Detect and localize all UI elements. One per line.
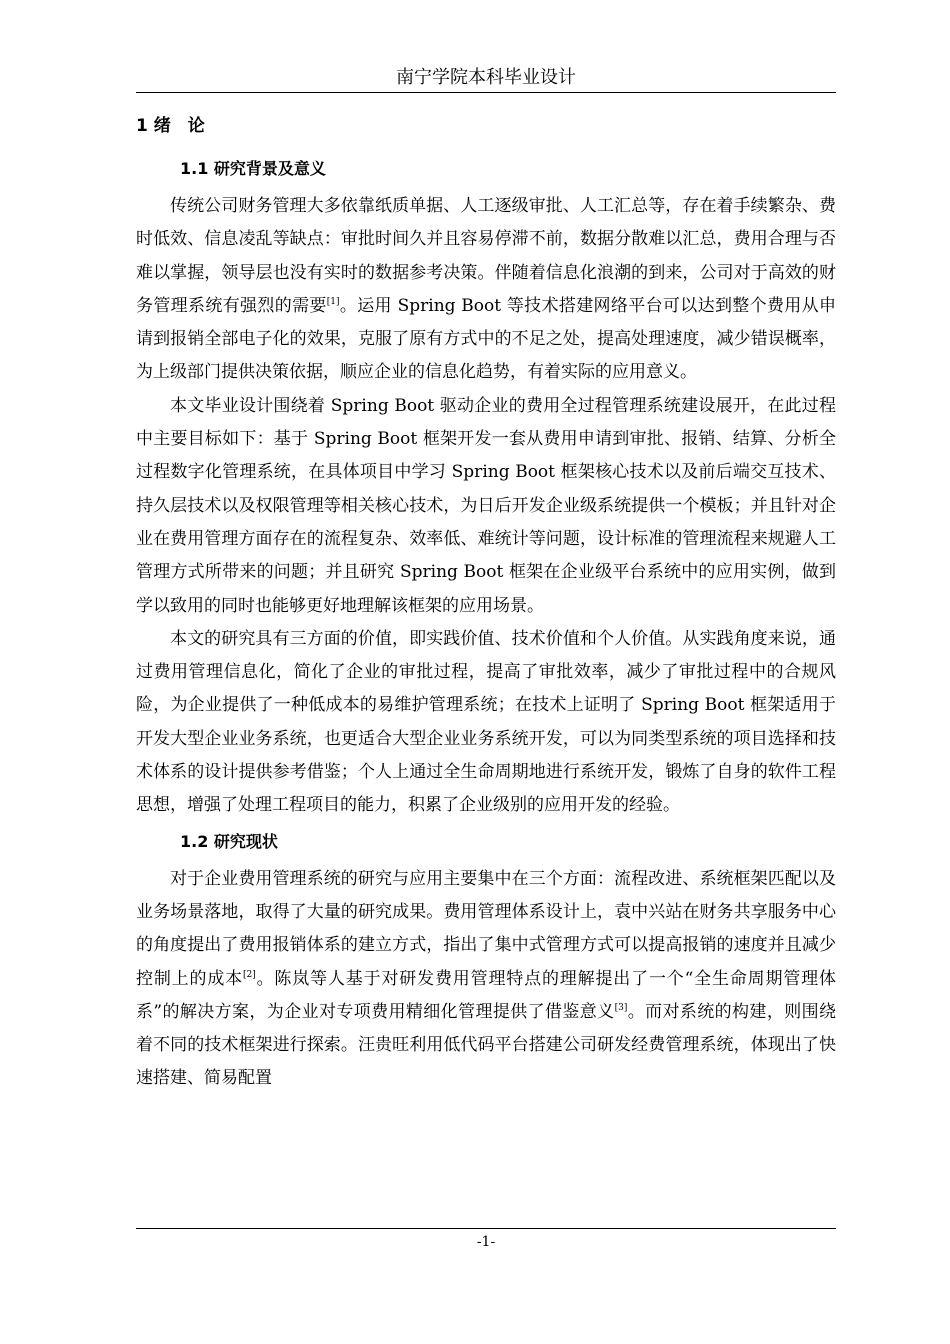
citation-ref: [2]	[243, 969, 256, 980]
citation-ref: [1]	[326, 296, 340, 307]
paragraph-text: 。而对系统的构建，则围绕着不同的技术框架进行探索。汪贵旺利用低代码平台搭建公司研发经费管理系统，体现出了快速搭建、简易配置	[136, 1001, 836, 1089]
paragraph-text: 对于企业费用管理系统的研究与应用主要集中在三个方面：流程改进、系统框架匹配以及业务场景落地，取得了大量的研究成果。费用管理体系设计上，袁中兴站在财务共享服务中心的角度提出了费用报销体系的建立方式，指出了集中式管理方式可以提高报销的速度并且减少控制上的成本	[136, 868, 836, 989]
chapter-heading: 1 绪 论	[136, 116, 205, 136]
page-number: -1-	[476, 1234, 496, 1250]
citation-ref: [3]	[614, 1002, 628, 1013]
running-header: 南宁学院本科毕业设计	[396, 67, 576, 88]
paragraph-value: 本文的研究具有三方面的价值，即实践价值、技术价值和个人价值。从实践角度来说，通过费用管理信息化，简化了企业的审批过程，提高了审批效率，减少了审批过程中的合规风险，为企业提供了一种低成本的易维护管理系统；在技术上证明了 Spring Boot 框架适用于开发大型企业业务系统，也更适合大型企业业务系统开发，可以为同类型系统的项目选择和技术体系的设计提供参考借鉴；个人上通过全生命周期地进行系统开发，锻炼了自身的软件工程思想，增强了处理工程项目的能力，积累了企业级别的应用开发的经验。	[136, 628, 836, 816]
paragraph-text: 。运用 Spring Boot 等技术搭建网络平台可以达到整个费用从申请到报销全部电子化的效果，克服了原有方式中的不足之处，提高处理速度，减少错误概率，为上级部门提供决策依据，顺应企业的信息化趋势，有着实际的应用意义。	[136, 295, 836, 383]
footer-rule	[136, 1228, 836, 1229]
header-rule	[136, 92, 836, 93]
page-body	[136, 108, 836, 1096]
paragraph-objectives: 本文毕业设计围绕着 Spring Boot 驱动企业的费用全过程管理系统建设展开，在此过程中主要目标如下：基于 Spring Boot 框架开发一套从费用申请到审批、报销、结算、分析全过程数字化管理系统，在具体项目中学习 Spring Boot 框架核心技术以及前后端交互技术、持久层技术以及权限管理等相关核心技术，为日后开发企业级系统提供一个模板；并且针对企业在费用管理方面存在的流程复杂、效率低、难统计等问题，设计标准的管理流程来规避人工管理方式所带来的问题；并且研究 Spring Boot 框架在企业级平台系统中的应用实例，做到学以致用的同时也能够更好地理解该框架的应用场景。	[136, 395, 836, 616]
paragraph-research-status	[136, 863, 836, 1096]
paragraph-text: 。陈岚等人基于对研发费用管理特点的理解提出了一个“全生命周期管理体系”的解决方案，为企业对专项费用精细化管理提供了借鉴意义	[136, 968, 836, 1022]
paragraph-text: 传统公司财务管理大多依靠纸质单据、人工逐级审批、人工汇总等，存在着手续繁杂、费时低效、信息凌乱等缺点：审批时间久并且容易停滞不前，数据分散难以汇总，费用合理与否难以掌握，领导层也没有实时的数据参考决策。伴随着信息化浪潮的到来，公司对于高效的财务管理系统有强烈的需要	[136, 196, 836, 316]
section-heading-1-1: 1.1 研究背景及意义	[180, 159, 326, 178]
section-heading-1-2: 1.2 研究现状	[180, 831, 278, 851]
paragraph-background	[136, 190, 836, 390]
